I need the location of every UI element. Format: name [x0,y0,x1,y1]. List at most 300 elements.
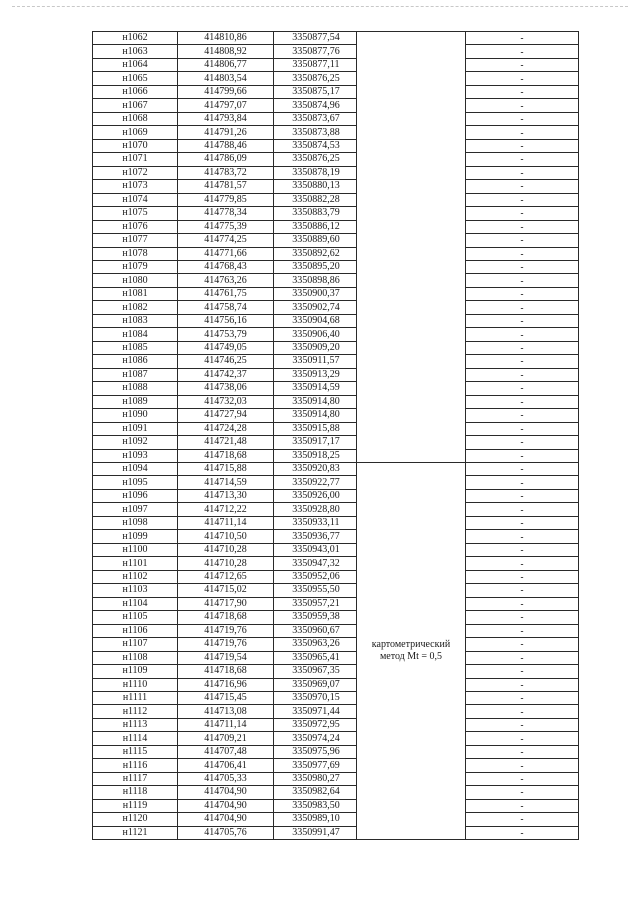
point-id-cell: н1098 [93,516,178,529]
note-cell: - [466,732,579,745]
point-id-cell: н1092 [93,436,178,449]
note-cell: - [466,786,579,799]
table-row [93,314,579,327]
x-coordinate-cell: 414710,50 [178,530,274,543]
y-coordinate-cell: 3350918,25 [274,449,357,462]
x-coordinate-cell: 414788,46 [178,139,274,152]
table-row [93,180,579,193]
table-row [93,503,579,516]
point-id-cell: н1102 [93,570,178,583]
point-id-cell: н1121 [93,826,178,839]
table-row [93,207,579,220]
y-coordinate-cell: 3350989,10 [274,813,357,826]
table-row [93,85,579,98]
y-coordinate-cell: 3350920,83 [274,463,357,476]
note-cell: - [466,678,579,691]
x-coordinate-cell: 414718,68 [178,611,274,624]
note-cell: - [466,314,579,327]
table-row [93,530,579,543]
y-coordinate-cell: 3350967,35 [274,665,357,678]
table-row [93,72,579,85]
point-id-cell: н1090 [93,409,178,422]
point-id-cell: н1109 [93,665,178,678]
table-row [93,274,579,287]
note-cell: - [466,409,579,422]
y-coordinate-cell: 3350880,13 [274,180,357,193]
table-row [93,489,579,502]
x-coordinate-cell: 414783,72 [178,166,274,179]
table-row [93,745,579,758]
note-cell: - [466,718,579,731]
table-row [93,395,579,408]
x-coordinate-cell: 414715,88 [178,463,274,476]
point-id-cell: н1095 [93,476,178,489]
table-row [93,368,579,381]
table-row [93,166,579,179]
x-coordinate-cell: 414810,86 [178,32,274,45]
note-cell: - [466,99,579,112]
point-id-cell: н1081 [93,287,178,300]
y-coordinate-cell: 3350936,77 [274,530,357,543]
y-coordinate-cell: 3350955,50 [274,584,357,597]
y-coordinate-cell: 3350914,80 [274,409,357,422]
point-id-cell: н1113 [93,718,178,731]
note-cell: - [466,355,579,368]
table-row [93,409,579,422]
y-coordinate-cell: 3350877,76 [274,45,357,58]
x-coordinate-cell: 414709,21 [178,732,274,745]
note-cell: - [466,436,579,449]
x-coordinate-cell: 414711,14 [178,516,274,529]
y-coordinate-cell: 3350911,57 [274,355,357,368]
y-coordinate-cell: 3350969,07 [274,678,357,691]
y-coordinate-cell: 3350972,95 [274,718,357,731]
table-row [93,826,579,839]
point-id-cell: н1072 [93,166,178,179]
note-cell: - [466,72,579,85]
table-row [93,678,579,691]
y-coordinate-cell: 3350877,11 [274,58,357,71]
x-coordinate-cell: 414738,06 [178,382,274,395]
note-cell: - [466,58,579,71]
note-cell: - [466,45,579,58]
point-id-cell: н1082 [93,301,178,314]
table-row [93,665,579,678]
point-id-cell: н1079 [93,260,178,273]
x-coordinate-cell: 414704,90 [178,786,274,799]
table-row [93,126,579,139]
y-coordinate-cell: 3350922,77 [274,476,357,489]
note-cell: - [466,274,579,287]
point-id-cell: н1075 [93,207,178,220]
point-id-cell: н1115 [93,745,178,758]
coordinates-table [92,31,579,840]
point-id-cell: н1065 [93,72,178,85]
note-cell: - [466,772,579,785]
y-coordinate-cell: 3350889,60 [274,234,357,247]
x-coordinate-cell: 414763,26 [178,274,274,287]
note-cell: - [466,260,579,273]
point-id-cell: н1120 [93,813,178,826]
note-cell: - [466,112,579,125]
x-coordinate-cell: 414724,28 [178,422,274,435]
table-row [93,557,579,570]
table-row [93,813,579,826]
x-coordinate-cell: 414774,25 [178,234,274,247]
x-coordinate-cell: 414742,37 [178,368,274,381]
note-cell: - [466,234,579,247]
x-coordinate-cell: 414758,74 [178,301,274,314]
x-coordinate-cell: 414715,02 [178,584,274,597]
note-cell: - [466,799,579,812]
point-id-cell: н1084 [93,328,178,341]
note-cell: - [466,368,579,381]
y-coordinate-cell: 3350917,17 [274,436,357,449]
note-cell: - [466,395,579,408]
x-coordinate-cell: 414719,54 [178,651,274,664]
point-id-cell: н1094 [93,463,178,476]
note-cell: - [466,193,579,206]
y-coordinate-cell: 3350983,50 [274,799,357,812]
x-coordinate-cell: 414704,90 [178,813,274,826]
y-coordinate-cell: 3350909,20 [274,341,357,354]
note-cell: - [466,813,579,826]
note-cell: - [466,597,579,610]
note-cell: - [466,530,579,543]
y-coordinate-cell: 3350943,01 [274,543,357,556]
x-coordinate-cell: 414718,68 [178,665,274,678]
x-coordinate-cell: 414778,34 [178,207,274,220]
point-id-cell: н1074 [93,193,178,206]
y-coordinate-cell: 3350895,20 [274,260,357,273]
x-coordinate-cell: 414719,76 [178,624,274,637]
y-coordinate-cell: 3350883,79 [274,207,357,220]
method-cell-empty [357,32,466,463]
table-row [93,705,579,718]
y-coordinate-cell: 3350952,06 [274,570,357,583]
y-coordinate-cell: 3350914,59 [274,382,357,395]
y-coordinate-cell: 3350970,15 [274,691,357,704]
point-id-cell: н1110 [93,678,178,691]
x-coordinate-cell: 414808,92 [178,45,274,58]
y-coordinate-cell: 3350882,28 [274,193,357,206]
x-coordinate-cell: 414712,65 [178,570,274,583]
point-id-cell: н1080 [93,274,178,287]
table-row [93,449,579,462]
y-coordinate-cell: 3350904,68 [274,314,357,327]
table-row [93,193,579,206]
point-id-cell: н1063 [93,45,178,58]
x-coordinate-cell: 414761,75 [178,287,274,300]
y-coordinate-cell: 3350915,88 [274,422,357,435]
y-coordinate-cell: 3350965,41 [274,651,357,664]
point-id-cell: н1073 [93,180,178,193]
x-coordinate-cell: 414713,30 [178,489,274,502]
table-row [93,476,579,489]
x-coordinate-cell: 414706,41 [178,759,274,772]
table-row [93,58,579,71]
note-cell: - [466,745,579,758]
x-coordinate-cell: 414719,76 [178,638,274,651]
x-coordinate-cell: 414746,25 [178,355,274,368]
table-row [93,153,579,166]
table-row [93,234,579,247]
table-row [93,301,579,314]
note-cell: - [466,665,579,678]
table-row [93,624,579,637]
y-coordinate-cell: 3350963,26 [274,638,357,651]
x-coordinate-cell: 414718,68 [178,449,274,462]
y-coordinate-cell: 3350875,17 [274,85,357,98]
x-coordinate-cell: 414768,43 [178,260,274,273]
point-id-cell: н1096 [93,489,178,502]
y-coordinate-cell: 3350913,29 [274,368,357,381]
x-coordinate-cell: 414797,07 [178,99,274,112]
note-cell: - [466,543,579,556]
point-id-cell: н1104 [93,597,178,610]
x-coordinate-cell: 414781,57 [178,180,274,193]
note-cell: - [466,139,579,152]
table-row [93,611,579,624]
x-coordinate-cell: 414710,28 [178,543,274,556]
note-cell: - [466,328,579,341]
y-coordinate-cell: 3350974,24 [274,732,357,745]
point-id-cell: н1077 [93,234,178,247]
y-coordinate-cell: 3350959,38 [274,611,357,624]
x-coordinate-cell: 414803,54 [178,72,274,85]
table-row [93,543,579,556]
point-id-cell: н1099 [93,530,178,543]
table-row [93,355,579,368]
table-row [93,651,579,664]
y-coordinate-cell: 3350933,11 [274,516,357,529]
y-coordinate-cell: 3350877,54 [274,32,357,45]
table-row [93,799,579,812]
table-row [93,139,579,152]
point-id-cell: н1068 [93,112,178,125]
x-coordinate-cell: 414775,39 [178,220,274,233]
point-id-cell: н1086 [93,355,178,368]
method-label: картометрический метод Mt = 0,5 [371,639,451,663]
note-cell: - [466,207,579,220]
table-row [93,436,579,449]
point-id-cell: н1067 [93,99,178,112]
y-coordinate-cell: 3350982,64 [274,786,357,799]
note-cell: - [466,287,579,300]
note-cell: - [466,516,579,529]
note-cell: - [466,301,579,314]
top-scan-edge [12,6,628,7]
point-id-cell: н1091 [93,422,178,435]
note-cell: - [466,180,579,193]
point-id-cell: н1117 [93,772,178,785]
point-id-cell: н1107 [93,638,178,651]
note-cell: - [466,624,579,637]
point-id-cell: н1085 [93,341,178,354]
note-cell: - [466,759,579,772]
point-id-cell: н1112 [93,705,178,718]
table-row [93,45,579,58]
note-cell: - [466,32,579,45]
x-coordinate-cell: 414704,90 [178,799,274,812]
note-cell: - [466,126,579,139]
note-cell: - [466,557,579,570]
table-row [93,691,579,704]
note-cell: - [466,489,579,502]
point-id-cell: н1097 [93,503,178,516]
table-row [93,422,579,435]
table-row [93,584,579,597]
y-coordinate-cell: 3350980,27 [274,772,357,785]
x-coordinate-cell: 414721,48 [178,436,274,449]
x-coordinate-cell: 414727,94 [178,409,274,422]
note-cell: - [466,422,579,435]
point-id-cell: н1071 [93,153,178,166]
table-row [93,772,579,785]
point-id-cell: н1078 [93,247,178,260]
x-coordinate-cell: 414771,66 [178,247,274,260]
table-row [93,570,579,583]
point-id-cell: н1069 [93,126,178,139]
x-coordinate-cell: 414707,48 [178,745,274,758]
point-id-cell: н1106 [93,624,178,637]
x-coordinate-cell: 414713,08 [178,705,274,718]
point-id-cell: н1116 [93,759,178,772]
table-row [93,786,579,799]
point-id-cell: н1064 [93,58,178,71]
y-coordinate-cell: 3350902,74 [274,301,357,314]
y-coordinate-cell: 3350876,25 [274,72,357,85]
x-coordinate-cell: 414705,33 [178,772,274,785]
note-cell: - [466,705,579,718]
y-coordinate-cell: 3350947,32 [274,557,357,570]
y-coordinate-cell: 3350874,96 [274,99,357,112]
y-coordinate-cell: 3350928,80 [274,503,357,516]
y-coordinate-cell: 3350898,86 [274,274,357,287]
table-row [93,463,579,476]
note-cell: - [466,503,579,516]
table-row [93,260,579,273]
x-coordinate-cell: 414716,96 [178,678,274,691]
point-id-cell: н1066 [93,85,178,98]
point-id-cell: н1089 [93,395,178,408]
table-row [93,328,579,341]
y-coordinate-cell: 3350874,53 [274,139,357,152]
y-coordinate-cell: 3350878,19 [274,166,357,179]
point-id-cell: н1114 [93,732,178,745]
y-coordinate-cell: 3350975,96 [274,745,357,758]
note-cell: - [466,691,579,704]
x-coordinate-cell: 414786,09 [178,153,274,166]
table-row [93,718,579,731]
x-coordinate-cell: 414715,45 [178,691,274,704]
x-coordinate-cell: 414717,90 [178,597,274,610]
x-coordinate-cell: 414732,03 [178,395,274,408]
point-id-cell: н1118 [93,786,178,799]
y-coordinate-cell: 3350957,21 [274,597,357,610]
table-row [93,759,579,772]
y-coordinate-cell: 3350906,40 [274,328,357,341]
table-row [93,287,579,300]
y-coordinate-cell: 3350892,62 [274,247,357,260]
x-coordinate-cell: 414711,14 [178,718,274,731]
note-cell: - [466,570,579,583]
y-coordinate-cell: 3350873,67 [274,112,357,125]
point-id-cell: н1119 [93,799,178,812]
point-id-cell: н1076 [93,220,178,233]
note-cell: - [466,584,579,597]
table-row [93,516,579,529]
x-coordinate-cell: 414712,22 [178,503,274,516]
note-cell: - [466,638,579,651]
note-cell: - [466,85,579,98]
x-coordinate-cell: 414791,26 [178,126,274,139]
point-id-cell: н1111 [93,691,178,704]
y-coordinate-cell: 3350977,69 [274,759,357,772]
note-cell: - [466,476,579,489]
table-row [93,732,579,745]
point-id-cell: н1062 [93,32,178,45]
x-coordinate-cell: 414714,59 [178,476,274,489]
y-coordinate-cell: 3350900,37 [274,287,357,300]
table-row [93,341,579,354]
x-coordinate-cell: 414753,79 [178,328,274,341]
y-coordinate-cell: 3350886,12 [274,220,357,233]
note-cell: - [466,463,579,476]
x-coordinate-cell: 414749,05 [178,341,274,354]
x-coordinate-cell: 414710,28 [178,557,274,570]
note-cell: - [466,611,579,624]
x-coordinate-cell: 414756,16 [178,314,274,327]
table-row [93,638,579,651]
note-cell: - [466,341,579,354]
x-coordinate-cell: 414793,84 [178,112,274,125]
note-cell: - [466,153,579,166]
point-id-cell: н1108 [93,651,178,664]
note-cell: - [466,826,579,839]
table-row [93,99,579,112]
table-row [93,32,579,45]
point-id-cell: н1100 [93,543,178,556]
note-cell: - [466,247,579,260]
point-id-cell: н1087 [93,368,178,381]
method-cell [357,463,466,840]
y-coordinate-cell: 3350991,47 [274,826,357,839]
y-coordinate-cell: 3350876,25 [274,153,357,166]
x-coordinate-cell: 414806,77 [178,58,274,71]
table-row [93,247,579,260]
note-cell: - [466,220,579,233]
point-id-cell: н1088 [93,382,178,395]
point-id-cell: н1083 [93,314,178,327]
y-coordinate-cell: 3350873,88 [274,126,357,139]
point-id-cell: н1093 [93,449,178,462]
point-id-cell: н1103 [93,584,178,597]
point-id-cell: н1101 [93,557,178,570]
y-coordinate-cell: 3350914,80 [274,395,357,408]
coordinates-table-body [93,32,579,840]
y-coordinate-cell: 3350926,00 [274,489,357,502]
y-coordinate-cell: 3350971,44 [274,705,357,718]
note-cell: - [466,382,579,395]
note-cell: - [466,651,579,664]
x-coordinate-cell: 414779,85 [178,193,274,206]
x-coordinate-cell: 414799,66 [178,85,274,98]
table-row [93,220,579,233]
table-row [93,112,579,125]
point-id-cell: н1070 [93,139,178,152]
point-id-cell: н1105 [93,611,178,624]
